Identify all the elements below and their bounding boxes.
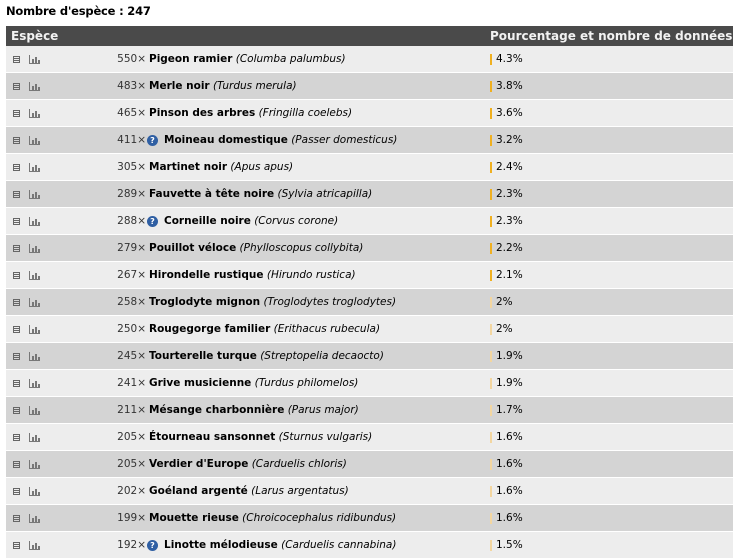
observation-count: 250×: [117, 323, 146, 335]
scientific-name: (Sturnus vulgaris): [278, 431, 373, 443]
common-name: Corneille noire: [164, 215, 251, 227]
table-row: [6, 289, 733, 316]
table-row: [6, 235, 733, 262]
list-icon[interactable]: [13, 407, 20, 414]
common-name: Troglodyte mignon: [149, 296, 261, 308]
common-name: Fauvette à tête noire: [149, 188, 275, 200]
percentage-value: 3.8%: [496, 80, 523, 92]
observation-count: 267×: [117, 269, 146, 281]
species-table: [6, 26, 733, 559]
observation-count: 305×: [117, 161, 146, 173]
percentage-value: 3.6%: [496, 107, 523, 119]
percentage-bar: [490, 189, 492, 200]
list-icon[interactable]: [13, 326, 20, 333]
percentage-bar: [490, 54, 492, 65]
scientific-name: (Corvus corone): [254, 215, 339, 227]
percentage-bar: [490, 432, 492, 443]
observation-count: 411×: [117, 134, 146, 146]
bar-chart-icon[interactable]: [29, 136, 40, 145]
table-row: [6, 478, 733, 505]
scientific-name: (Larus argentatus): [251, 485, 349, 497]
header-percentage[interactable]: Pourcentage et nombre de données: [490, 29, 733, 43]
observation-count: 199×: [117, 512, 146, 524]
list-icon[interactable]: [13, 191, 20, 198]
list-icon[interactable]: [13, 218, 20, 225]
observation-count: 192×: [117, 539, 146, 551]
bar-chart-icon[interactable]: [29, 487, 40, 496]
scientific-name: (Passer domesticus): [291, 134, 398, 146]
scientific-name: (Erithacus rubecula): [273, 323, 381, 335]
list-icon[interactable]: [13, 245, 20, 252]
list-icon[interactable]: [13, 515, 20, 522]
percentage-value: 2.2%: [496, 242, 523, 254]
table-row: [6, 73, 733, 100]
bar-chart-icon[interactable]: [29, 163, 40, 172]
scientific-name: (Troglodytes troglodytes): [263, 296, 397, 308]
observation-count: 465×: [117, 107, 146, 119]
scientific-name: (Turdus philomelos): [254, 377, 359, 389]
species-name[interactable]: [164, 134, 397, 146]
list-icon[interactable]: [13, 56, 20, 63]
percentage-bar: [490, 540, 492, 551]
bar-chart-icon[interactable]: [29, 541, 40, 550]
species-name[interactable]: [149, 53, 346, 65]
table-row: [6, 424, 733, 451]
list-icon[interactable]: [13, 353, 20, 360]
observation-count: 289×: [117, 188, 146, 200]
scientific-name: (Hirundo rustica): [266, 269, 356, 281]
common-name: Hirondelle rustique: [149, 269, 264, 281]
header-species[interactable]: Espèce: [11, 29, 59, 43]
table-row: [6, 316, 733, 343]
percentage-value: 1.6%: [496, 458, 523, 470]
list-icon[interactable]: [13, 110, 20, 117]
bar-chart-icon[interactable]: [29, 514, 40, 523]
percentage-value: 2.1%: [496, 269, 523, 281]
list-icon[interactable]: [13, 380, 20, 387]
observation-count: 483×: [117, 80, 146, 92]
bar-chart-icon[interactable]: [29, 298, 40, 307]
observation-count: 245×: [117, 350, 146, 362]
help-icon[interactable]: ?: [147, 135, 158, 146]
common-name: Linotte mélodieuse: [164, 539, 278, 551]
common-name: Pouillot véloce: [149, 242, 237, 254]
bar-chart-icon[interactable]: [29, 55, 40, 64]
bar-chart-icon[interactable]: [29, 379, 40, 388]
table-row: [6, 208, 733, 235]
observation-count: 202×: [117, 485, 146, 497]
percentage-value: 2.3%: [496, 188, 523, 200]
common-name: Pigeon ramier: [149, 53, 233, 65]
observation-count: 205×: [117, 458, 146, 470]
help-icon[interactable]: ?: [147, 540, 158, 551]
species-name[interactable]: [149, 458, 347, 470]
bar-chart-icon[interactable]: [29, 325, 40, 334]
table-row: [6, 127, 733, 154]
table-row: [6, 451, 733, 478]
percentage-value: 1.9%: [496, 350, 523, 362]
bar-chart-icon[interactable]: [29, 460, 40, 469]
common-name: Moineau domestique: [164, 134, 288, 146]
observation-count: 550×: [117, 53, 146, 65]
species-name[interactable]: [164, 215, 338, 227]
percentage-value: 4.3%: [496, 53, 523, 65]
bar-chart-icon[interactable]: [29, 217, 40, 226]
percentage-value: 2.3%: [496, 215, 523, 227]
list-icon[interactable]: [13, 299, 20, 306]
species-name[interactable]: [149, 269, 356, 281]
bar-chart-icon[interactable]: [29, 244, 40, 253]
common-name: Verdier d'Europe: [149, 458, 249, 470]
percentage-bar: [490, 108, 492, 119]
percentage-bar: [490, 270, 492, 281]
species-name[interactable]: [149, 404, 359, 416]
table-row: [6, 154, 733, 181]
list-icon[interactable]: [13, 434, 20, 441]
percentage-value: 1.6%: [496, 512, 523, 524]
percentage-bar: [490, 135, 492, 146]
percentage-value: 3.2%: [496, 134, 523, 146]
common-name: Pinson des arbres: [149, 107, 256, 119]
percentage-value: 1.5%: [496, 539, 523, 551]
table-row: [6, 505, 733, 532]
percentage-value: 1.6%: [496, 485, 523, 497]
percentage-bar: [490, 378, 492, 389]
species-name[interactable]: [149, 485, 349, 497]
percentage-bar: [490, 162, 492, 173]
scientific-name: (Columba palumbus): [235, 53, 346, 65]
percentage-value: 2%: [496, 296, 513, 308]
bar-chart-icon[interactable]: [29, 190, 40, 199]
observation-count: 211×: [117, 404, 146, 416]
species-name[interactable]: [149, 188, 372, 200]
scientific-name: (Carduelis cannabina): [281, 539, 397, 551]
bar-chart-icon[interactable]: [29, 352, 40, 361]
list-icon[interactable]: [13, 542, 20, 549]
percentage-bar: [490, 297, 492, 308]
scientific-name: (Fringilla coelebs): [258, 107, 353, 119]
percentage-bar: [490, 459, 492, 470]
percentage-bar: [490, 351, 492, 362]
table-row: [6, 100, 733, 127]
percentage-bar: [490, 486, 492, 497]
bar-chart-icon[interactable]: [29, 109, 40, 118]
species-name[interactable]: [149, 323, 380, 335]
table-row: [6, 343, 733, 370]
common-name: Mésange charbonnière: [149, 404, 285, 416]
common-name: Tourterelle turque: [149, 350, 257, 362]
common-name: Martinet noir: [149, 161, 228, 173]
species-name[interactable]: [149, 377, 358, 389]
observation-count: 279×: [117, 242, 146, 254]
scientific-name: (Parus major): [287, 404, 359, 416]
table-row: [6, 262, 733, 289]
scientific-name: (Carduelis chloris): [251, 458, 347, 470]
table-row: [6, 370, 733, 397]
common-name: Grive musicienne: [149, 377, 252, 389]
table-row: [6, 46, 733, 73]
percentage-bar: [490, 513, 492, 524]
list-icon[interactable]: [13, 488, 20, 495]
species-name[interactable]: [149, 512, 396, 524]
percentage-value: 1.9%: [496, 377, 523, 389]
common-name: Merle noir: [149, 80, 210, 92]
list-icon[interactable]: [13, 272, 20, 279]
percentage-value: 1.7%: [496, 404, 523, 416]
observation-count: 241×: [117, 377, 146, 389]
bar-chart-icon[interactable]: [29, 406, 40, 415]
observation-count: 205×: [117, 431, 146, 443]
species-name[interactable]: [149, 431, 372, 443]
list-icon[interactable]: [13, 137, 20, 144]
species-name[interactable]: [149, 296, 396, 308]
scientific-name: (Turdus merula): [212, 80, 297, 92]
species-name[interactable]: [149, 107, 352, 119]
help-icon[interactable]: ?: [147, 216, 158, 227]
percentage-value: 1.6%: [496, 431, 523, 443]
species-name[interactable]: [149, 161, 293, 173]
species-name[interactable]: [149, 80, 297, 92]
scientific-name: (Streptopelia decaocto): [260, 350, 384, 362]
observation-count: 258×: [117, 296, 146, 308]
species-name[interactable]: [149, 350, 384, 362]
species-name[interactable]: [164, 539, 396, 551]
common-name: Mouette rieuse: [149, 512, 239, 524]
bar-chart-icon[interactable]: [29, 82, 40, 91]
table-body: [6, 46, 733, 559]
table-header: [6, 26, 733, 46]
percentage-value: 2%: [496, 323, 513, 335]
list-icon[interactable]: [13, 83, 20, 90]
scientific-name: (Phylloscopus collybita): [239, 242, 364, 254]
table-row: [6, 532, 733, 559]
species-name[interactable]: [149, 242, 363, 254]
observation-count: 288×: [117, 215, 146, 227]
common-name: Goéland argenté: [149, 485, 248, 497]
species-count: Nombre d'espèce : 247: [6, 4, 151, 18]
percentage-bar: [490, 216, 492, 227]
percentage-bar: [490, 405, 492, 416]
bar-chart-icon[interactable]: [29, 433, 40, 442]
scientific-name: (Sylvia atricapilla): [277, 188, 373, 200]
table-row: [6, 181, 733, 208]
scientific-name: (Chroicocephalus ridibundus): [242, 512, 397, 524]
percentage-value: 2.4%: [496, 161, 523, 173]
table-row: [6, 397, 733, 424]
bar-chart-icon[interactable]: [29, 271, 40, 280]
list-icon[interactable]: [13, 461, 20, 468]
percentage-bar: [490, 81, 492, 92]
common-name: Rougegorge familier: [149, 323, 271, 335]
scientific-name: (Apus apus): [230, 161, 294, 173]
percentage-bar: [490, 324, 492, 335]
list-icon[interactable]: [13, 164, 20, 171]
percentage-bar: [490, 243, 492, 254]
common-name: Étourneau sansonnet: [149, 431, 276, 443]
